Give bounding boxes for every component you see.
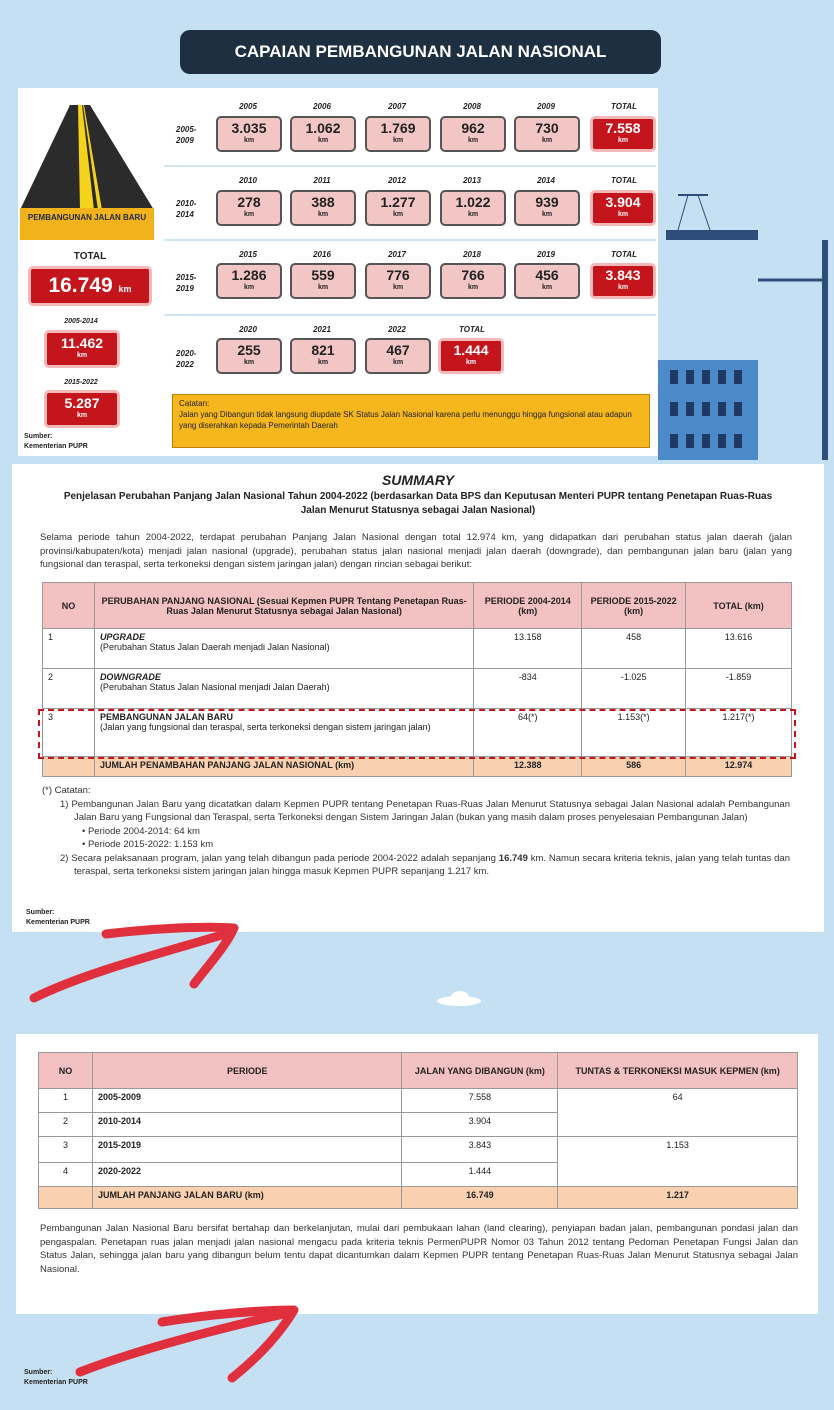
year-value: 1.062	[305, 120, 341, 136]
row-kepmen: 1.153	[558, 1137, 798, 1187]
sum-kepmen: 1.217	[558, 1187, 798, 1209]
period-table	[38, 1052, 798, 1209]
col-periode: PERIODE	[92, 1053, 402, 1089]
year: 2016	[313, 250, 331, 259]
year: 2022	[388, 325, 406, 334]
unit: km	[392, 137, 404, 144]
unit: km	[467, 137, 479, 144]
note-text: Jalan yang Dibangun tidak langsung diupdate SK Status Jalan Nasional karena perlu menunggu hingga fungsional atau adapun yang diserahkan kepada Pemerintah Daerah	[179, 410, 632, 430]
road-illustration	[20, 100, 154, 210]
source-3-org: Kementerian PUPR	[24, 1379, 88, 1386]
year-value-box	[216, 116, 282, 152]
unit: km	[392, 211, 404, 218]
year-value-box	[514, 116, 580, 152]
period-label: 2005- 2009	[176, 125, 197, 145]
note-2-a: 2) Secara pelaksanaan program, jalan yang telah dibangun pada periode 2004-2022 adalah sepanjang	[60, 852, 499, 864]
year: 2021	[313, 325, 331, 334]
year: 2012	[388, 176, 406, 185]
unit: km	[541, 211, 553, 218]
year-value: 962	[461, 120, 485, 136]
note-box	[172, 394, 650, 448]
sub1-label: 2005-2014	[64, 318, 98, 325]
row-built: 3.843	[402, 1137, 558, 1163]
unit: km	[467, 211, 479, 218]
year: 2014	[537, 176, 555, 185]
divider	[164, 239, 656, 241]
row-p1: 13.158	[474, 629, 582, 669]
unit: km	[243, 284, 255, 291]
sum-total: 12.974	[686, 757, 792, 777]
note-2-c: km. Namun secara kriteria teknis, jalan yang telah tuntas dan teraspal, serta terkoneksi sistem jaringan jalan hingga masuk Kepmen PUPR sepanjang 1.217 km.	[74, 852, 790, 877]
sub1-unit: km	[76, 352, 88, 359]
grand-total-box	[28, 266, 152, 306]
row-no: 1	[39, 1089, 93, 1113]
total-label: TOTAL	[73, 251, 107, 262]
row-p2: 458	[582, 629, 686, 669]
year-value: 456	[535, 267, 559, 283]
col-periode-2: PERIODE 2015-2022 (km)	[582, 583, 686, 629]
year-value-box	[290, 338, 356, 374]
source-1-org: Kementerian PUPR	[24, 443, 88, 450]
year-value: 821	[311, 342, 335, 358]
col-no: NO	[39, 1053, 93, 1089]
year-value: 766	[461, 267, 485, 283]
col-total: TOTAL (km)	[686, 583, 792, 629]
period-total: 3.843	[605, 267, 641, 283]
unit: km	[317, 137, 329, 144]
unit: km	[317, 284, 329, 291]
year-value-box	[365, 190, 431, 226]
note-bullet-2: • Periode 2015-2022: 1.153 km	[82, 839, 214, 850]
year-value: 278	[237, 194, 261, 210]
row-period: 2010-2014	[92, 1113, 402, 1137]
row-no: 2	[43, 669, 95, 709]
sum-row	[39, 1187, 798, 1209]
year-value-box	[216, 338, 282, 374]
source-3-label: Sumber:	[24, 1369, 53, 1376]
row-built: 3.904	[402, 1113, 558, 1137]
row-kepmen: 64	[558, 1089, 798, 1137]
col-kepmen: TUNTAS & TERKONEKSI MASUK KEPMEN (km)	[558, 1053, 798, 1089]
unit: km	[541, 137, 553, 144]
notes	[42, 784, 790, 879]
sum-p1: 12.388	[474, 757, 582, 777]
unit: km	[317, 211, 329, 218]
year-value-box	[290, 263, 356, 299]
row-period: 2020-2022	[92, 1163, 402, 1187]
year: 2013	[463, 176, 481, 185]
year-value-box	[365, 263, 431, 299]
table-row	[39, 1137, 798, 1163]
row-total: 1.217(*)	[686, 709, 792, 757]
row-detail: (Perubahan Status Jalan Nasional menjadi Jalan Daerah)	[99, 682, 330, 692]
total-header: TOTAL	[611, 250, 637, 259]
unit: km	[617, 137, 629, 144]
table2-paragraph: Pembangunan Jalan Nasional Baru bersifat bertahap dan berkelanjutan, mulai dari pembukaan lahan (land clearing), penyiapan badan jalan, pembangunan pondasi jalan dan pengaspalan. Penetapan ruas jalan menjadi jalan nasional mengacu pada kriteria teknis PermenPUPR Nomor 03 Tahun 2012 tentang Pedoman Penetapan Fungsi Jalan dan Status Jalan, sehingga jalan baru yang dibangun belum tentu dapat dicantumkan dalam Kepmen PUPR tentang Penetapan Ruas-Ruas Jalan Menurut Statusnya sebagai Jalan Nasional.	[40, 1223, 798, 1275]
period-label: 2020- 2022	[176, 349, 197, 369]
cloud-icon	[436, 990, 482, 1006]
row-p1: -834	[474, 669, 582, 709]
sum-empty	[39, 1187, 93, 1209]
divider	[164, 165, 656, 167]
grand-total-unit: km	[118, 284, 132, 294]
red-arrow-annotation	[72, 1298, 302, 1388]
row-no: 2	[39, 1113, 93, 1137]
summary-subtitle: Penjelasan Perubahan Panjang Jalan Nasional Tahun 2004-2022 (berdasarkan Data BPS dan Keputusan Menteri PUPR tentang Penetapan Ruas-Ruas Jalan Menurut Statusnya sebagai Jalan Nasional)	[63, 491, 773, 516]
year-value: 3.035	[231, 120, 267, 136]
year: 2006	[313, 102, 331, 111]
year-value-box	[440, 263, 506, 299]
year-value: 1.022	[455, 194, 491, 210]
year: 2018	[463, 250, 481, 259]
road-label: PEMBANGUNAN JALAN BARU	[20, 208, 154, 240]
sub2-box	[44, 390, 120, 428]
year: 2008	[463, 102, 481, 111]
sum-p2: 586	[582, 757, 686, 777]
row-total: 13.616	[686, 629, 792, 669]
row-desc	[94, 629, 473, 669]
notes-title: (*) Catatan:	[42, 785, 91, 796]
year: 2015	[239, 250, 257, 259]
note-bullet-1: • Periode 2004-2014: 64 km	[82, 825, 200, 837]
summary-intro: Selama periode tahun 2004-2022, terdapat perubahan Panjang Jalan Nasional dengan total 12.974 km, yang didapatkan dari perubahan status jalan daerah (jalan provinsi/kabupaten/kota) menjadi jalan nasional (upgrade), perubahan status jalan nasional menjadi jalan daerah (downgrade), dan pembangunan jalan baru (jalan yang fungsional dan teraspal, serta terkoneksi dengan sistem jaringan jalan) dengan rincian sebagai berikut:	[40, 532, 792, 570]
total-header: TOTAL	[611, 176, 637, 185]
year-value: 776	[386, 267, 410, 283]
note-title: Catatan:	[179, 399, 210, 408]
year: 2005	[239, 102, 257, 111]
table-row	[43, 629, 792, 669]
year-value: 255	[237, 342, 261, 358]
sub2-label: 2015-2022	[64, 379, 98, 386]
year-value-box	[514, 263, 580, 299]
year: 2007	[388, 102, 406, 111]
row-detail: (Jalan yang fungsional dan teraspal, serta terkoneksi dengan sistem jaringan jalan)	[99, 722, 431, 732]
year: 2019	[537, 250, 555, 259]
row-name: DOWNGRADE	[99, 672, 161, 682]
sum-built: 16.749	[402, 1187, 558, 1209]
source-1-label: Sumber:	[24, 433, 53, 440]
year-value: 730	[535, 120, 559, 136]
sum-label: JUMLAH PANJANG JALAN BARU (km)	[92, 1187, 402, 1209]
row-total: -1.859	[686, 669, 792, 709]
source-2-label: Sumber:	[26, 909, 55, 916]
year-value-box	[216, 190, 282, 226]
row-built: 7.558	[402, 1089, 558, 1113]
row-desc	[94, 669, 473, 709]
unit: km	[243, 211, 255, 218]
year-value: 1.277	[380, 194, 416, 210]
divider	[164, 314, 656, 316]
page-title: CAPAIAN PEMBANGUNAN JALAN NASIONAL	[180, 30, 661, 74]
highlight-dashed-box	[38, 709, 796, 759]
unit: km	[467, 284, 479, 291]
period-total: 1.444	[453, 342, 489, 358]
sum-row	[43, 757, 792, 777]
total-header: TOTAL	[611, 102, 637, 111]
unit: km	[617, 284, 629, 291]
row-no: 1	[43, 629, 95, 669]
year-value-box	[290, 116, 356, 152]
note-2-b: 16.749	[498, 852, 528, 864]
row-built: 1.444	[402, 1163, 558, 1187]
grand-total-value: 16.749	[48, 274, 113, 297]
sum-label: JUMLAH PENAMBAHAN PANJANG JALAN NASIONAL (km)	[94, 757, 473, 777]
unit: km	[392, 284, 404, 291]
year-value: 467	[386, 342, 410, 358]
year: 2011	[313, 176, 331, 185]
row-period: 2015-2019	[92, 1137, 402, 1163]
building-illustration	[658, 180, 834, 460]
col-periode-1: PERIODE 2004-2014 (km)	[474, 583, 582, 629]
unit: km	[541, 284, 553, 291]
row-no: 4	[39, 1163, 93, 1187]
row-p2: -1.025	[582, 669, 686, 709]
sub2-unit: km	[76, 412, 88, 419]
row-detail: (Perubahan Status Jalan Daerah menjadi Jalan Nasional)	[99, 642, 330, 652]
note-1: 1) Pembangunan Jalan Baru yang dicatatkan dalam Kepmen PUPR tentang Penetapan Ruas-Ruas Jalan Menurut Statusnya sebagai Jalan Nasional adalah Pembangunan Jalan Baru yang Fungsional dan Teraspal, serta Terkoneksi dengan Sistem Jaringan Jalan (bukan yang masih dalam proses penyelesaian Pembangunan Jalan)	[60, 798, 790, 823]
row-no: 3	[39, 1137, 93, 1163]
year-value: 559	[311, 267, 335, 283]
unit: km	[317, 359, 329, 366]
unit: km	[243, 137, 255, 144]
year-value-box	[216, 263, 282, 299]
year-value: 388	[311, 194, 335, 210]
year-value-box	[440, 190, 506, 226]
row-period: 2005-2009	[92, 1089, 402, 1113]
row-p1: 64(*)	[474, 709, 582, 757]
period-total: 3.904	[605, 194, 641, 210]
unit: km	[243, 359, 255, 366]
sub1-box	[44, 330, 120, 368]
summary-title: SUMMARY	[381, 472, 455, 488]
period-total: 7.558	[605, 120, 641, 136]
year-value-box	[514, 190, 580, 226]
sub1-value: 11.462	[60, 335, 104, 351]
year: 2017	[388, 250, 406, 259]
period-total-box	[590, 190, 656, 226]
sub2-value: 5.287	[64, 395, 100, 411]
period-total-box	[438, 338, 504, 374]
year: 2009	[537, 102, 555, 111]
total-header: TOTAL	[459, 325, 485, 334]
note-2	[56, 852, 790, 879]
col-no: NO	[43, 583, 95, 629]
row-name: UPGRADE	[99, 632, 145, 642]
table-row	[43, 669, 792, 709]
row-no: 3	[43, 709, 95, 757]
col-dibangun: JALAN YANG DIBANGUN (km)	[402, 1053, 558, 1089]
year-value-box	[365, 116, 431, 152]
unit: km	[392, 359, 404, 366]
year: 2020	[239, 325, 257, 334]
period-label: 2015- 2019	[176, 273, 197, 293]
source-2-org: Kementerian PUPR	[26, 919, 90, 926]
table-row	[39, 1089, 798, 1113]
year-value-box	[290, 190, 356, 226]
source-1	[24, 432, 88, 452]
red-arrow-annotation	[26, 912, 246, 1012]
year: 2010	[239, 176, 257, 185]
unit: km	[617, 211, 629, 218]
period-total-box	[590, 116, 656, 152]
row-p2: 1.153(*)	[582, 709, 686, 757]
period-label: 2010- 2014	[176, 199, 197, 219]
period-total-box	[590, 263, 656, 299]
year-value: 1.286	[231, 267, 267, 283]
row-name: PEMBANGUNAN JALAN BARU	[99, 712, 233, 722]
col-perubahan: PERUBAHAN PANJANG NASIONAL (Sesuai Kepmen PUPR Tentang Penetapan Ruas-Ruas Jalan Menurut Statusnya sebagai Jalan Nasional)	[94, 583, 473, 629]
unit: km	[465, 359, 477, 366]
sum-empty	[43, 757, 95, 777]
year-value-box	[440, 116, 506, 152]
year-value: 1.769	[380, 120, 416, 136]
year-value-box	[365, 338, 431, 374]
year-value: 939	[535, 194, 559, 210]
